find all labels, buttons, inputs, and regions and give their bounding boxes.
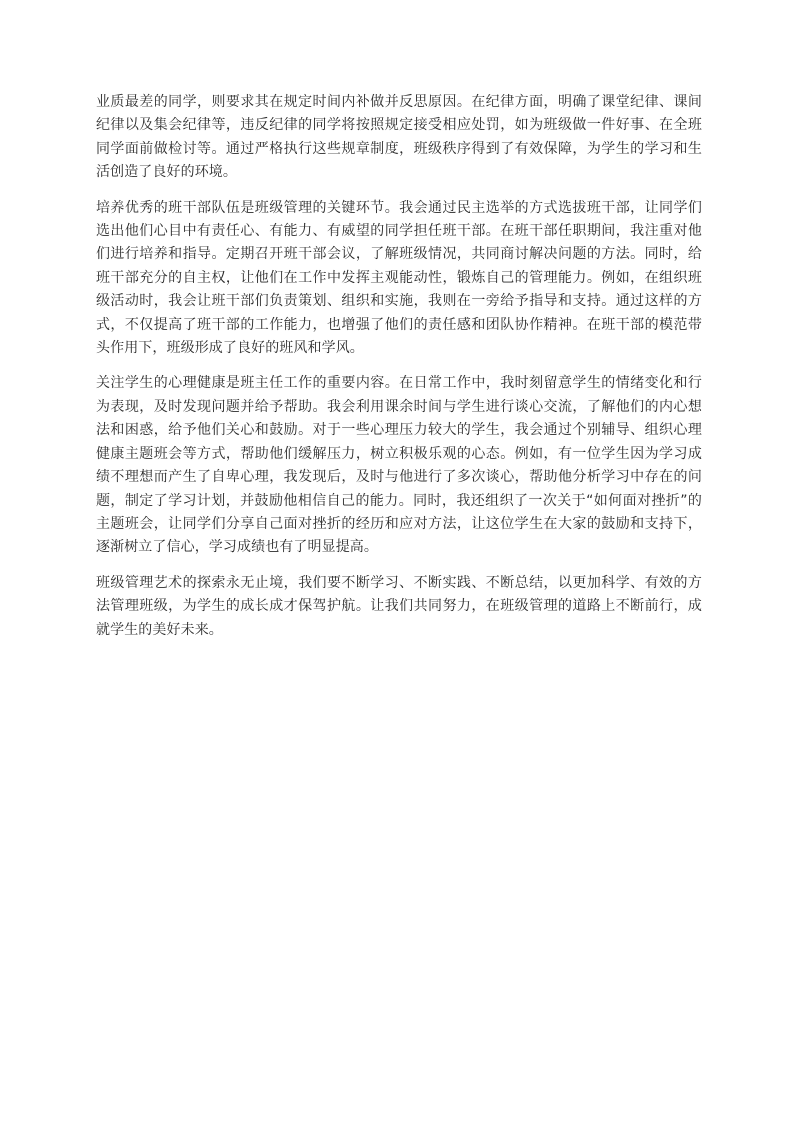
paragraph-mental-health: 关注学生的心理健康是班主任工作的重要内容。在日常工作中，我时刻留意学生的情绪变化和行为表现，及时发现问题并给予帮助。我会利用课余时间与学生进行谈心交流，了解他们的内心想法和困惑，给予他们关心和鼓励。对于一些心理压力较大的学生，我会通过个别辅导、组织心理健康主题班会等方式，帮助他们缓解压力，树立积极乐观的心态。例如，有一位学生因为学习成绩不理想而产生了自卑心理，我发现后，及时与他进行了多次谈心，帮助他分析学习中存在的问题，制定了学习计划，并鼓励他相信自己的能力。同时，我还组织了一次关于“如何面对挫折”的主题班会，让同学们分享自己面对挫折的经历和应对方法，让这位学生在大家的鼓励和支持下，逐渐树立了信心，学习成绩也有了明显提高。 [96,375,702,556]
paragraph-conclusion: 班级管理艺术的探索永无止境，我们要不断学习、不断实践、不断总结，以更加科学、有效的方法管理班级，为学生的成长成才保驾护航。让我们共同努力，在班级管理的道路上不断前行，成就学生的美好未来。 [96,574,702,638]
paragraph-class-cadres: 培养优秀的班干部队伍是班级管理的关键环节。我会通过民主选举的方式选拔班干部，让同学们选出他们心目中有责任心、有能力、有威望的同学担任班干部。在班干部任职期间，我注重对他们进行培养和指导。定期召开班干部会议，了解班级情况，共同商讨解决问题的方法。同时，给班干部充分的自主权，让他们在工作中发挥主观能动性，锻炼自己的管理能力。例如，在组织班级活动时，我会让班干部们负责策划、组织和实施，我则在一旁给予指导和支持。通过这样的方式，不仅提高了班干部的工作能力，也增强了他们的责任感和团队协作精神。在班干部的模范带头作用下，班级形成了良好的班风和学风。 [96,199,702,357]
paragraph-discipline-rules: 业质最差的同学，则要求其在规定时间内补做并反思原因。在纪律方面，明确了课堂纪律、课间纪律以及集会纪律等，违反纪律的同学将按照规定接受相应处罚，如为班级做一件好事、在全班同学面前做检讨等。通过严格执行这些规章制度，班级秩序得到了有效保障，为学生的学习和生活创造了良好的环境。 [96,94,702,181]
document-body [96,91,702,654]
